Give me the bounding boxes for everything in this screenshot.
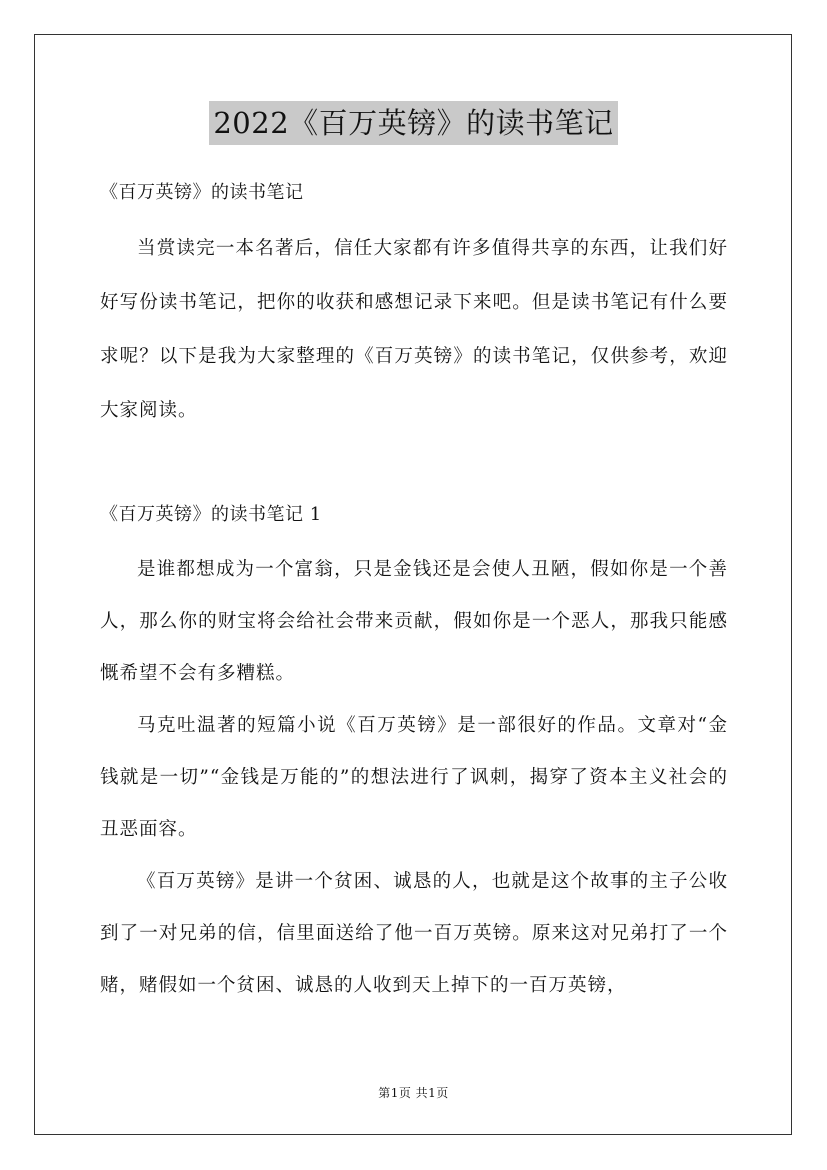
document-title-text: 2022《百万英镑》的读书笔记 [209,101,617,145]
body-paragraph: 《百万英镑》是讲一个贫困、诚恳的人，也就是这个故事的主子公收到了一对兄弟的信，信里面送给了他一百万英镑。原来这对兄弟打了一个赌，赌假如一个贫困、诚恳的人收到天上掉下的一百万英镑， [100,871,728,996]
intro-paragraph: 当赏读完一本名著后，信任大家都有许多值得共享的东西，让我们好好写份读书笔记，把你的收获和感想记录下来吧。但是读书笔记有什么要求呢？以下是我为大家整理的《百万英镑》的读书笔记，仅供参考，欢迎大家阅读。 [100,238,728,421]
document-body [100,170,728,1012]
body-paragraph: 是谁都想成为一个富翁，只是金钱还是会使人丑陋，假如你是一个善人，那么你的财宝将会给社会带来贡献，假如你是一个恶人，那我只能感慨希望不会有多糟糕。 [100,559,728,684]
page-footer: 第1页 共1页 [378,1086,449,1100]
body-paragraph: 马克吐温著的短篇小说《百万英镑》是一部很好的作品。文章对“金钱就是一切”“金钱是万能的”的想法进行了讽刺，揭穿了资本主义社会的丑恶面容。 [100,715,728,840]
document-title [0,101,827,145]
intro-heading: 《百万英镑》的读书笔记 [100,182,304,203]
section-heading-1: 《百万英镑》的读书笔记 1 [100,504,322,525]
